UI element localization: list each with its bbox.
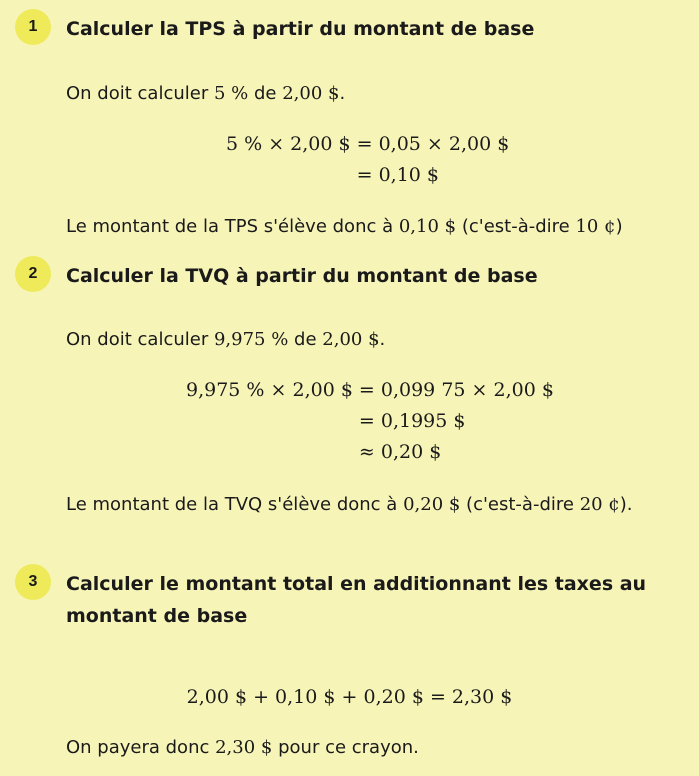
- equation-lhs: [186, 436, 359, 467]
- step-1-intro: [66, 78, 685, 109]
- step-1-equation: [226, 128, 509, 190]
- step-3-conclusion-suffix: pour ce crayon.: [272, 737, 419, 758]
- step-1-intro-amount: 2,00 $: [282, 83, 340, 104]
- step-3-conclusion-prefix: On payera donc: [66, 737, 216, 758]
- step-2-intro-amount: 2,00 $: [322, 329, 380, 350]
- step-1-conclusion-cents: 10 ¢: [575, 216, 616, 237]
- step-1-intro-mid: de: [248, 83, 283, 104]
- equation-rhs: = 0,05 × 2,00 $: [356, 132, 510, 155]
- equation-lhs: 5 % × 2,00 $: [226, 132, 351, 155]
- step-1-intro-prefix: On doit calculer: [66, 83, 214, 104]
- step-2-intro: [66, 324, 685, 355]
- equation-line: [186, 405, 554, 436]
- step-1-intro-rate: 5 %: [213, 83, 249, 104]
- step-2-conclusion-mid: (c'est-à-dire: [460, 494, 580, 515]
- equation-line: [226, 128, 509, 159]
- step-3-equation: 2,00 $ + 0,10 $ + 0,20 $ = 2,30 $: [186, 686, 513, 708]
- step-3-number-badge: 3: [15, 564, 51, 600]
- step-2-conclusion: [66, 489, 683, 520]
- step-1-number-badge: 1: [15, 9, 51, 45]
- step-2-intro-prefix: On doit calculer: [66, 329, 214, 350]
- step-2-intro-rate: 9,975 %: [213, 329, 289, 350]
- step-2-intro-mid: de: [288, 329, 323, 350]
- equation-line: [186, 436, 554, 467]
- step-3-conclusion: [66, 732, 685, 763]
- step-3-conclusion-amount: 2,30 $: [215, 737, 273, 758]
- step-2-title: Calculer la TVQ à partir du montant de base: [66, 265, 538, 287]
- step-1-conclusion-suffix: ): [615, 216, 623, 237]
- step-1-title: Calculer la TPS à partir du montant de base: [66, 18, 535, 40]
- step-2-conclusion-suffix: ).: [619, 494, 633, 515]
- step-2-equation: [186, 374, 554, 467]
- equation-lhs: [186, 405, 359, 436]
- equation-rhs: = 0,1995 $: [358, 409, 466, 432]
- equation-rhs: = 0,10 $: [356, 163, 440, 186]
- step-1-conclusion-mid: (c'est-à-dire: [456, 216, 576, 237]
- step-2-conclusion-cents: 20 ¢: [579, 494, 620, 515]
- step-1-conclusion: [66, 211, 685, 242]
- equation-lhs: 9,975 % × 2,00 $: [186, 378, 353, 401]
- step-2-conclusion-amount: 0,20 $: [403, 494, 461, 515]
- step-2-intro-suffix: .: [379, 329, 386, 350]
- step-1-intro-suffix: .: [339, 83, 346, 104]
- step-3-title: Calculer le montant total en additionnant les taxes au montant de base: [66, 573, 647, 627]
- step-2-conclusion-prefix: Le montant de la TVQ s'élève donc à: [66, 494, 404, 515]
- step-2-number-badge: 2: [15, 256, 51, 292]
- equation-line: [226, 159, 509, 190]
- equation-lhs: [226, 159, 357, 190]
- step-1-conclusion-amount: 0,10 $: [398, 216, 457, 237]
- equation-line: [186, 374, 554, 405]
- equation-rhs: ≈ 0,20 $: [358, 440, 442, 463]
- equation-rhs: = 0,099 75 × 2,00 $: [358, 378, 554, 401]
- step-1-conclusion-prefix: Le montant de la TPS s'élève donc à: [66, 216, 399, 237]
